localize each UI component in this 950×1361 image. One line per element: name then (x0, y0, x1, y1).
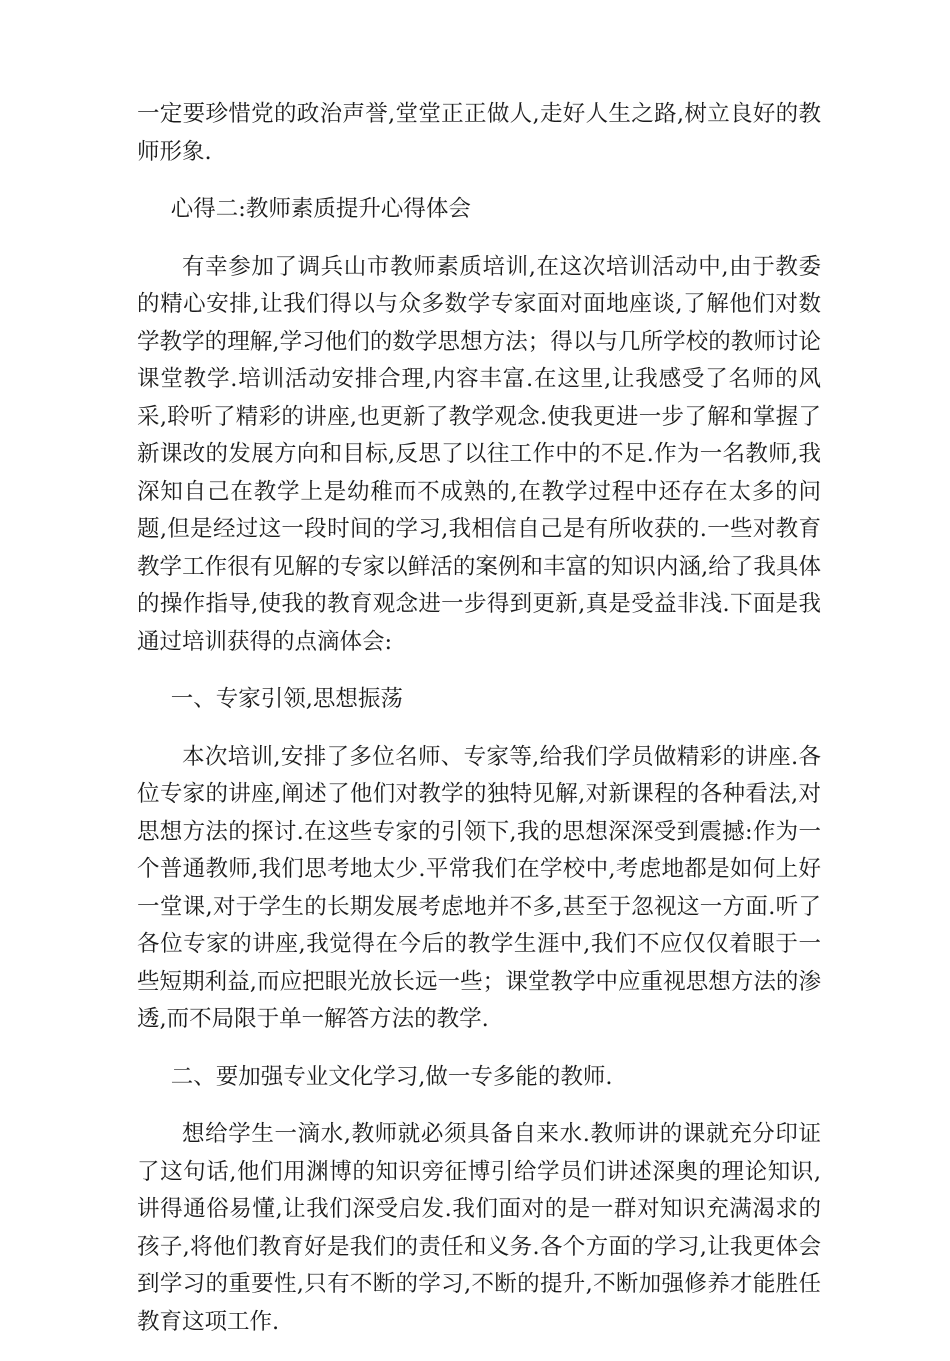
section-heading-xinde2: 心得二:教师素质提升心得体会 (170, 196, 471, 222)
section-heading-experts: 一、专家引领,思想振荡 (170, 686, 403, 712)
paragraph-experts: 本次培训,安排了多位名师、专家等,给我们学员做精彩的讲座.各位专家的讲座,阐述了他们对教学的独特见解,对新课程的各种看法,对思想方法的探讨.在这些专家的引领下,我的思想深深受到震撼:作为一个普通教师,我们思考地太少.平常我们在学校中,考虑地都是如何上好一堂课,对于学生的长期发展考虑地并不多,甚至于忽视这一方面.听了各位专家的讲座,我觉得在今后的教学生涯中,我们不应仅仅着眼于一些短期利益,而应把眼光放长远一些；课堂教学中应重视思想方法的渗透,而不局限于单一解答方法的教学. (137, 743, 821, 1032)
document-body (137, 96, 821, 1361)
paragraph-study: 想给学生一滴水,教师就必须具备自来水.教师讲的课就充分印证了这句话,他们用渊博的知识旁征博引给学员们讲述深奥的理论知识,讲得通俗易懂,让我们深受启发.我们面对的是一群对知识充满渴求的孩子,将他们教育好是我们的责任和义务.各个方面的学习,让我更体会到学习的重要性,只有不断的学习,不断的提升,不断加强修养才能胜任教育这项工作. (137, 1121, 821, 1335)
paragraph-intro: 一定要珍惜党的政治声誉,堂堂正正做人,走好人生之路,树立良好的教师形象. (137, 101, 821, 165)
section-heading-study: 二、要加强专业文化学习,做一专多能的教师. (170, 1063, 613, 1090)
paragraph-training-overview: 有幸参加了调兵山市教师素质培训,在这次培训活动中,由于教委的精心安排,让我们得以与众多数学专家面对面地座谈,了解他们对数学教学的理解,学习他们的数学思想方法；得以与几所学校的教师讨论课堂教学.培训活动安排合理,内容丰富.在这里,让我感受了名师的风采,聆听了精彩的讲座,也更新了教学观念.使我更进一步了解和掌握了新课改的发展方向和目标,反思了以往工作中的不足.作为一名教师,我深知自己在教学上是幼稚而不成熟的,在教学过程中还存在太多的问题,但是经过这一段时间的学习,我相信自己是有所收获的.一些对教育教学工作很有见解的专家以鲜活的案例和丰富的知识内涵,给了我具体的操作指导,使我的教育观念进一步得到更新,真是受益非浅.下面是我通过培训获得的点滴体会: (137, 253, 821, 655)
